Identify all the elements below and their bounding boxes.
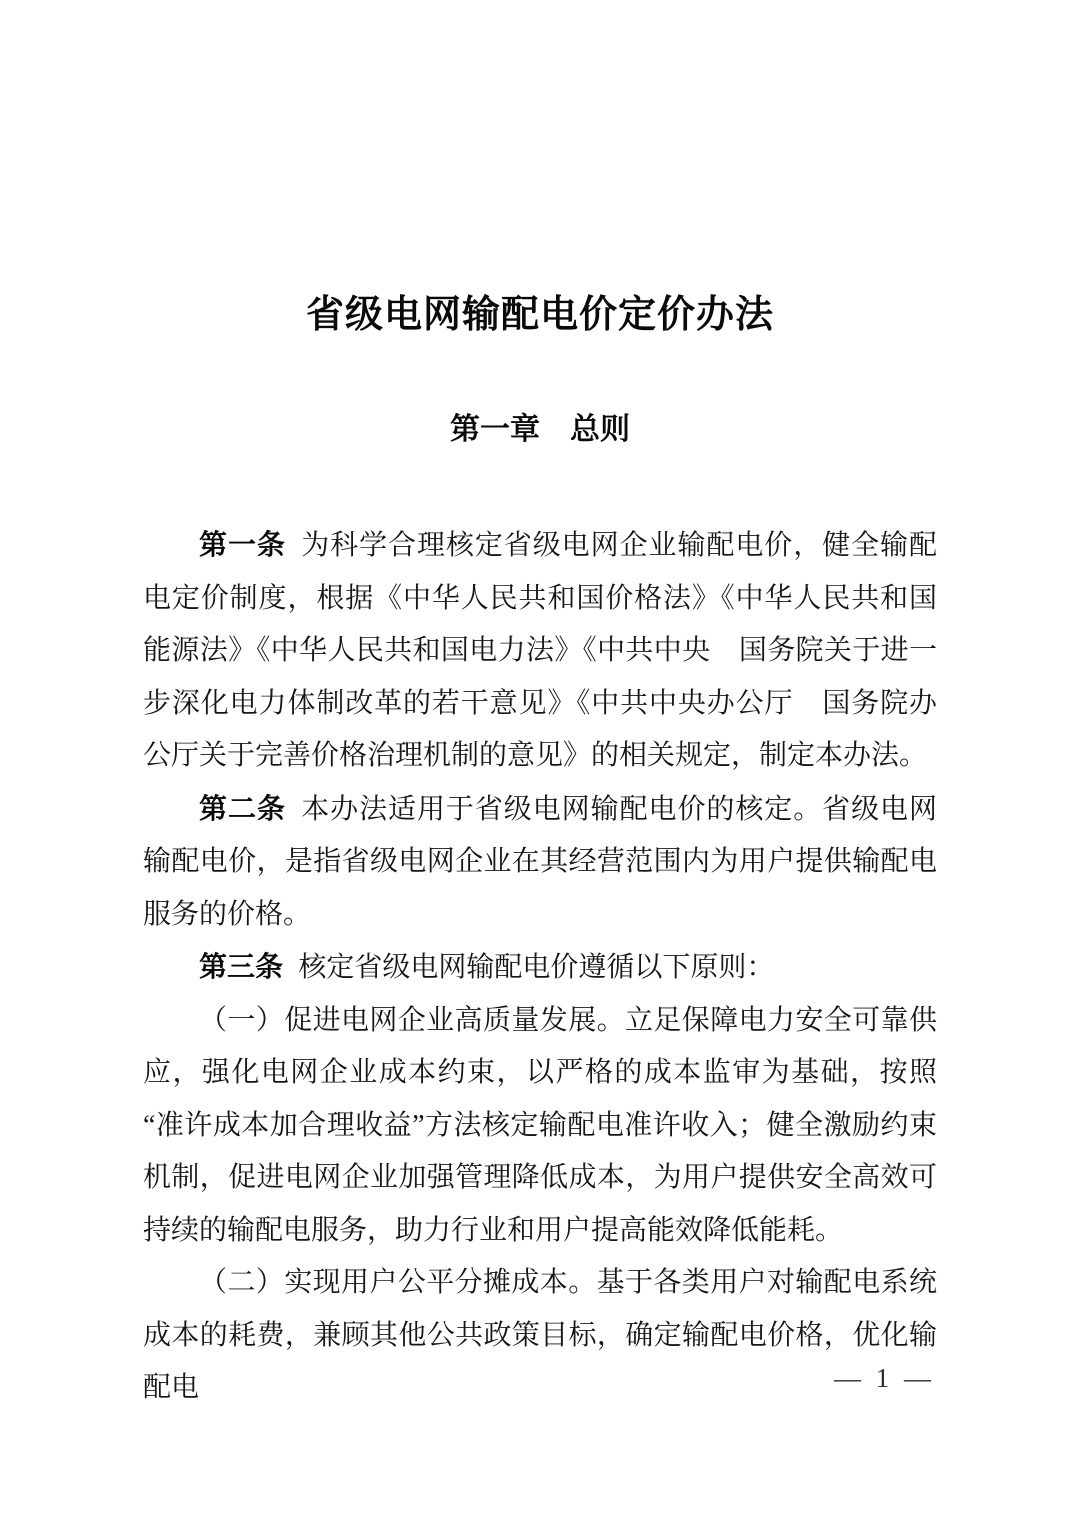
article-text: （一）促进电网企业高质量发展。立足保障电力安全可靠供应，强化电网企业成本约束，以严格的成本监审为基础，按照“准许成本加合理收益”方法核定输配电准许收入；健全激励约束机制，促进电网企业加强管理降低成本，为用户提供安全高效可持续的输配电服务，助力行业和用户提高能效降低能耗。 bbox=[143, 1004, 937, 1246]
article-number: 第三条 bbox=[199, 951, 284, 982]
document-title: 省级电网输配电价定价办法 bbox=[305, 294, 774, 336]
article-number: 第二条 bbox=[199, 792, 286, 824]
article-text: 为科学合理核定省级电网企业输配电价，健全输配电定价制度，根据《中华人民共和国价格法》《中华人民共和国能源法》《中华人民共和国电力法》《中共中央 国务院关于进一步深化电力体制改革的若干意见》《中共中央办公厅 国务院办公厅关于完善价格治理机制的意见》的相关规定，制定本办法。 bbox=[143, 530, 937, 771]
article-paragraph bbox=[143, 995, 937, 1258]
article-paragraph bbox=[143, 941, 937, 995]
article-number: 第一条 bbox=[199, 529, 286, 560]
article-text: 本办法适用于省级电网输配电价的核定。省级电网输配电价，是指省级电网企业在其经营范围内为用户提供输配电服务的价格。 bbox=[143, 793, 937, 930]
article-paragraph bbox=[143, 783, 937, 942]
article-text: （二）实现用户公平分摊成本。基于各类用户对输配电系统成本的耗费，兼顾其他公共政策目标，确定输配电价格，优化输配电 bbox=[143, 1267, 937, 1403]
document-body bbox=[143, 519, 937, 1415]
page-number: — 1 — bbox=[834, 1363, 935, 1393]
chapter-heading: 第一章 总则 bbox=[450, 413, 630, 446]
article-text: 核定省级电网输配电价遵循以下原则： bbox=[298, 952, 775, 983]
article-paragraph bbox=[143, 519, 937, 783]
article-paragraph bbox=[143, 1257, 937, 1415]
